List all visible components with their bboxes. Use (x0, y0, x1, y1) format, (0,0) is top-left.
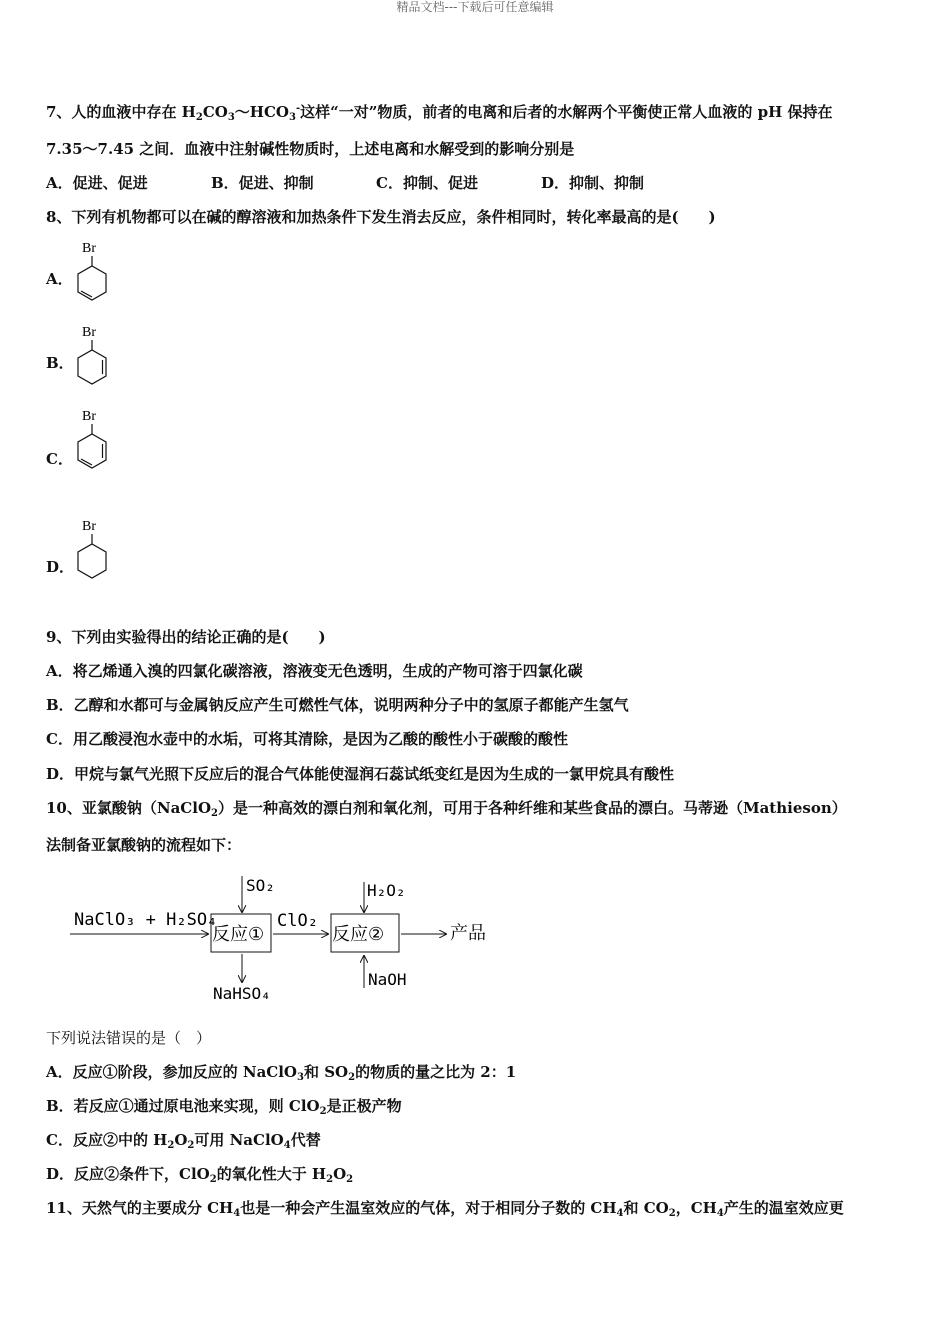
q7-options (46, 173, 644, 193)
q8-option-b-label: B． (46, 354, 74, 372)
q8-molecule-a (64, 236, 124, 308)
q10-line1: 10、亚氯酸钠（NaClO$_2$）是一种高效的漂白剂和氧化剂，可用于各种纤维和某些食品的漂白。马蒂逊（Mathieson） (46, 799, 847, 819)
q9-option-c: C．用乙酸浸泡水壶中的水垢，可将其清除，是因为乙酸的酸性小于碳酸的酸性 (46, 730, 568, 748)
q7-option-a: A．促进、促进 (46, 174, 148, 192)
q8-molecule-b (64, 320, 124, 392)
q10-option-a: A．反应①阶段，参加反应的 NaClO$_3$和 $SO_2$的物质的量之比为 2：1 (46, 1063, 517, 1083)
flow-h2o2-label: H₂O₂ (367, 881, 406, 900)
br-label: Br (82, 325, 96, 340)
flow-box1-label: 反应① (212, 924, 265, 945)
q9-stem: 9、下列由实验得出的结论正确的是( ) (46, 628, 326, 646)
flow-clo2-label: ClO₂ (277, 911, 318, 931)
br-label: Br (82, 241, 96, 256)
q10-stem: 下列说法错误的是（ ） (46, 1029, 212, 1047)
br-label: Br (82, 409, 96, 424)
flow-nahso4-label: NaHSO₄ (213, 984, 271, 1003)
q8-option-c-label: C． (46, 450, 73, 468)
q7-option-c: C．抑制、促进 (376, 174, 478, 192)
flow-so2-label: SO₂ (246, 876, 275, 895)
q8-option-a-label: A． (46, 270, 73, 288)
q9-option-a: A．将乙烯通入溴的四氯化碳溶液，溶液变无色透明，生成的产物可溶于四氯化碳 (46, 662, 583, 680)
q10-option-b: B．若反应①通过原电池来实现，则 ClO$_2$是正极产物 (46, 1097, 402, 1117)
br-label: Br (82, 519, 96, 534)
q8-option-d-label: D． (46, 558, 75, 576)
q7-line1: 7、人的血液中存在 $H_2CO_3\sim HCO_3^-$这样“一对”物质，前者的电离和后者的水解两个平衡使正常人血液的 pH 保持在 (46, 103, 833, 123)
q8-molecule-c (64, 404, 124, 476)
q10-option-c: C．反应②中的 $H_2O_2$可用 NaClO$_4$代替 (46, 1131, 321, 1151)
q7-option-b: B．促进、抑制 (211, 174, 314, 192)
flow-reactants-label: NaClO₃ + H₂SO₄ (74, 910, 218, 930)
q10-option-d: D．反应②条件下，ClO$_2$的氧化性大于 $H_2O_2$ (46, 1165, 354, 1185)
q9-option-b: B．乙醇和水都可与金属钠反应产生可燃性气体，说明两种分子中的氢原子都能产生氢气 (46, 696, 629, 714)
q7-line2: 7.35～7.45 之间．血液中注射碱性物质时，上述电离和水解受到的影响分别是 (46, 140, 575, 158)
q10-line2: 法制备亚氯酸钠的流程如下： (46, 836, 242, 854)
q8-stem: 8、下列有机物都可以在碱的醇溶液和加热条件下发生消去反应，条件相同时，转化率最高的是( ) (46, 208, 716, 226)
flow-naoh-label: NaOH (368, 970, 407, 989)
q7-option-d: D．抑制、抑制 (541, 174, 645, 192)
flow-box2-label: 反应② (332, 924, 385, 945)
q8-molecule-d (64, 514, 124, 586)
flow-product-label: 产品 (450, 923, 486, 944)
page-header-note: 精品文档---下载后可任意编辑 (396, 0, 554, 14)
q9-option-d: D．甲烷与氯气光照下反应后的混合气体能使湿润石蕊试纸变红是因为生成的一氯甲烷具有酸性 (46, 765, 675, 783)
q10-flowchart (66, 868, 516, 1008)
q11-line1: 11、天然气的主要成分 $CH_4$也是一种会产生温室效应的气体，对于相同分子数的 $CH_4$和 $CO_2$，$CH_4$产生的温室效应更 (46, 1199, 844, 1219)
